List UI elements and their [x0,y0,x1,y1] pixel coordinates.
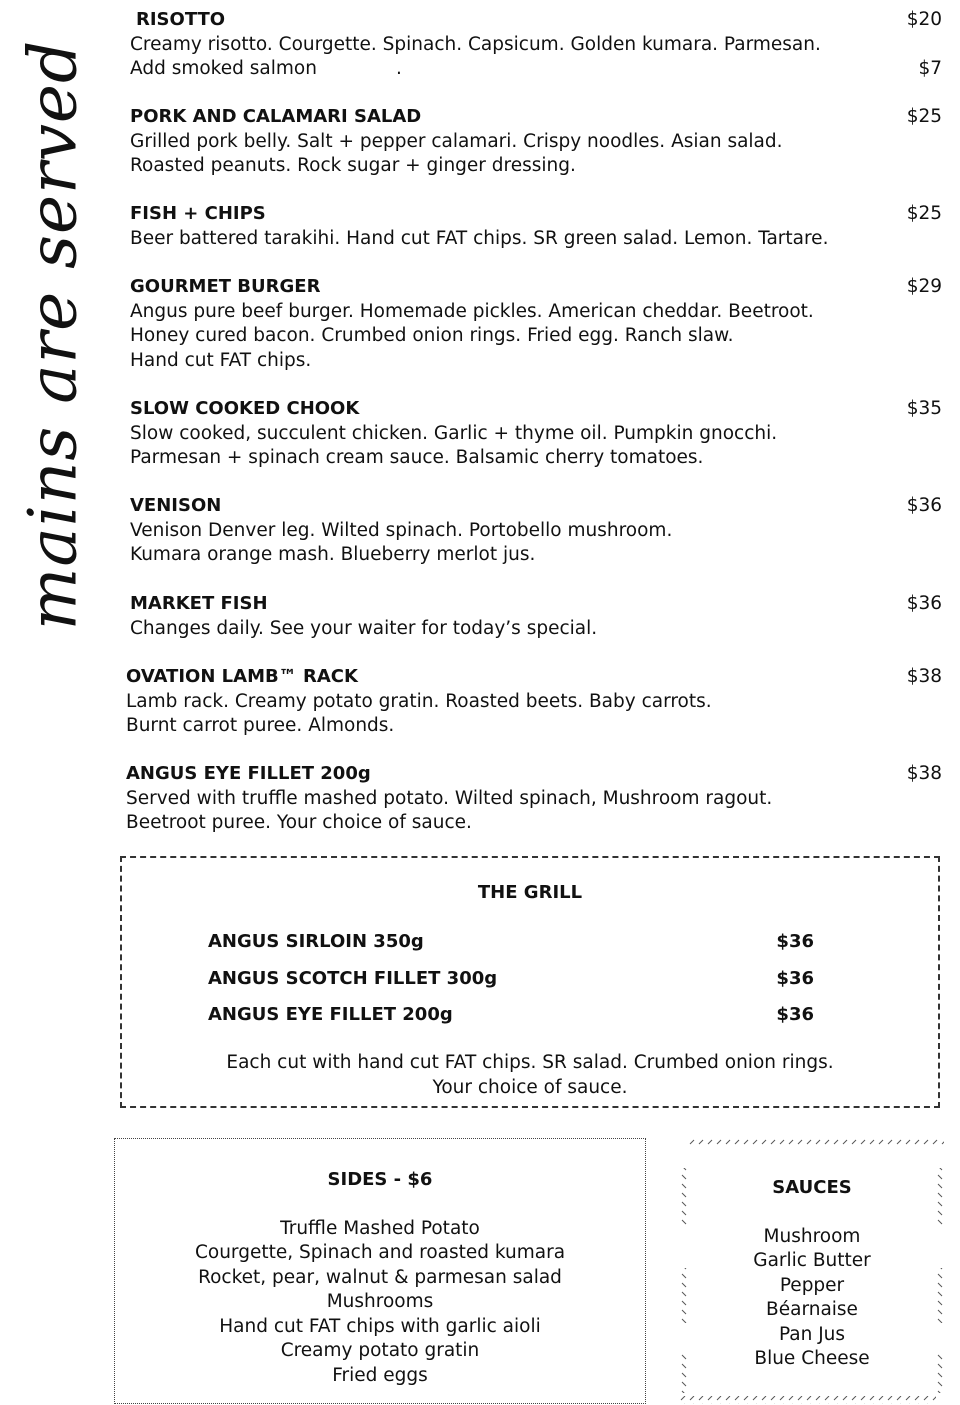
dish-ovation-lamb-rack [126,665,942,739]
dish-angus-eye-fillet [126,762,942,836]
side-title-text: mains are served [14,39,92,631]
dish-gourmet-burger [130,275,942,373]
grill-item [208,968,814,989]
grill-item-price: $36 [776,968,814,989]
sauces-title: SAUCES [772,1177,852,1198]
grill-note-line: Your choice of sauce. [432,1076,628,1098]
sauces-item: Béarnaise [766,1299,858,1320]
sauces-item: Mushroom [763,1225,861,1247]
dish-description: Creamy risotto. Courgette. Spinach. Capsicum. Golden kumara. Parmesan. [130,33,821,55]
dish-name: MARKET FISH [130,593,268,614]
sauces-item: Pan Jus [778,1323,846,1345]
dish-description: Kumara orange mash. Blueberry merlot jus. [130,544,536,565]
dish-description: Slow cooked, succulent chicken. Garlic + thyme oil. Pumpkin gnocchi. [130,422,778,444]
sides-item: Mushrooms [326,1291,434,1312]
grill-item-price: $36 [776,931,814,952]
grill-item-name: ANGUS SCOTCH FILLET 300g [208,968,498,989]
sides-title: SIDES - $6 [327,1169,433,1190]
dish-price: $36 [906,495,942,516]
grill-box [120,856,940,1108]
sauces-box [680,1138,944,1404]
dish-price: $29 [906,276,942,297]
dish-name: SLOW COOKED CHOOK [130,398,360,419]
sides-box [114,1138,646,1404]
dish-description: Changes daily. See your waiter for today’s special. [130,617,598,639]
dish-price: $38 [906,763,942,784]
dish-name: VENISON [130,495,222,516]
dish-addon-price: $7 [918,58,942,79]
dish-name: ANGUS EYE FILLET 200g [126,763,371,784]
sides-item: Hand cut FAT chips with garlic aioli [219,1315,541,1337]
sides-item: Creamy potato gratin [280,1340,480,1361]
dish-name: RISOTTO [136,9,226,30]
grill-note-line: Each cut with hand cut FAT chips. SR salad. Crumbed onion rings. [226,1052,834,1073]
dish-description: Served with truffle mashed potato. Wilted spinach, Mushroom ragout. [126,787,773,809]
grill-item-name: ANGUS EYE FILLET 200g [208,1004,453,1025]
grill-item-name: ANGUS SIRLOIN 350g [208,931,424,952]
sides-item: Truffle Mashed Potato [280,1217,480,1239]
dish-name: OVATION LAMB™ RACK [126,666,358,687]
dish-price: $25 [906,203,942,224]
dish-description: Parmesan + spinach cream sauce. Balsamic cherry tomatoes. [130,447,704,468]
dish-name: PORK AND CALAMARI SALAD [130,106,422,127]
grill-item [208,931,814,952]
dish-pork-calamari-salad [130,105,942,179]
dish-market-fish [130,592,942,641]
sides-item: Courgette, Spinach and roasted kumara [194,1242,566,1263]
dish-description: Angus pure beef burger. Homemade pickles. American cheddar. Beetroot. [130,300,814,322]
dish-description: Burnt carrot puree. Almonds. [126,715,395,736]
dish-fish-chips [130,202,942,251]
dish-price: $20 [906,9,942,30]
dish-venison [130,494,942,568]
grill-item-price: $36 [776,1004,814,1025]
dish-description: Roasted peanuts. Rock sugar + ginger dressing. [130,155,576,176]
sauces-item: Garlic Butter [753,1250,871,1271]
dish-description: Honey cured bacon. Crumbed onion rings. Fried egg. Ranch slaw. [130,325,734,346]
dish-addon: Add smoked salmon [130,58,317,79]
dish-price: $35 [906,398,942,419]
dish-description: Beetroot puree. Your choice of sauce. [126,812,472,833]
dish-price: $38 [906,666,942,687]
dish-name: GOURMET BURGER [130,276,321,297]
side-title [14,20,92,650]
dish-addon-dot: . [396,58,402,79]
dish-description: Hand cut FAT chips. [130,349,312,371]
sides-item: Fried eggs [332,1364,428,1386]
dish-description: Lamb rack. Creamy potato gratin. Roasted beets. Baby carrots. [126,690,712,712]
dish-name: FISH + CHIPS [130,203,266,224]
grill-note [122,1051,938,1100]
sauces-item: Blue Cheese [754,1348,870,1369]
dish-slow-cooked-chook [130,397,942,471]
dish-description: Beer battered tarakihi. Hand cut FAT chips. SR green salad. Lemon. Tartare. [130,227,829,249]
grill-item [208,1004,814,1025]
dish-description: Grilled pork belly. Salt + pepper calamari. Crispy noodles. Asian salad. [130,130,783,152]
dish-price: $25 [906,106,942,127]
dish-risotto [130,8,942,82]
sides-item: Rocket, pear, walnut & parmesan salad [198,1266,562,1288]
sauces-item: Pepper [779,1274,845,1296]
grill-title: THE GRILL [477,882,583,903]
dish-description: Venison Denver leg. Wilted spinach. Portobello mushroom. [130,519,673,541]
dish-price: $36 [906,593,942,614]
